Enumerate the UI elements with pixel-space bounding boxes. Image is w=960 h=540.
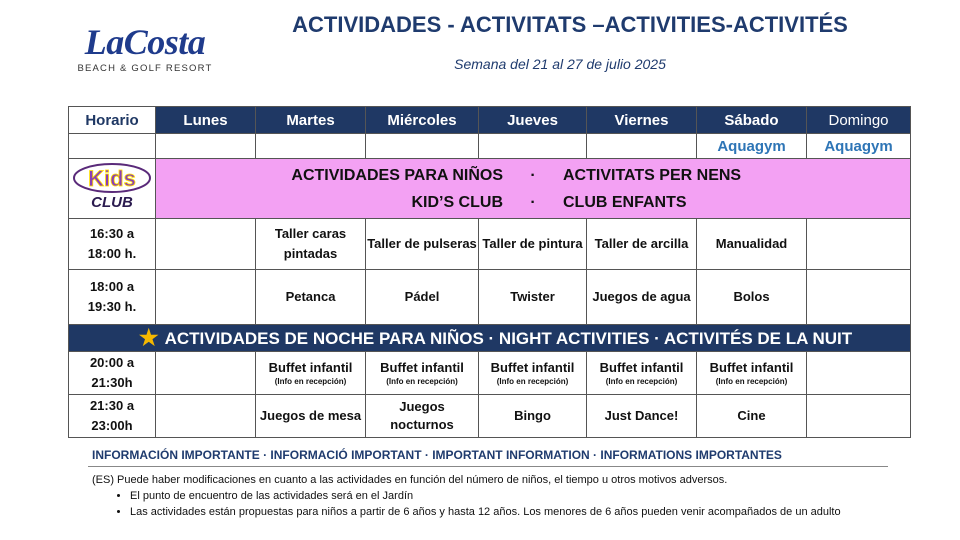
activity-lunes bbox=[156, 352, 256, 395]
activity-martes: Juegos de mesa bbox=[256, 395, 366, 438]
activity-sabado: Bolos bbox=[697, 270, 807, 325]
list-item: • El punto de encuentro de las actividades será en el Jardín bbox=[130, 488, 892, 504]
band-ca: ACTIVITATS PER NENS bbox=[563, 166, 742, 184]
activity-miercoles: Juegos nocturnos bbox=[366, 395, 479, 438]
activity-miercoles: Pádel bbox=[366, 270, 479, 325]
header-miercoles: Miércoles bbox=[366, 107, 479, 134]
kids-logo-bottom: CLUB bbox=[91, 194, 133, 211]
info-divider bbox=[88, 466, 888, 467]
aquagym-cell-martes bbox=[256, 134, 366, 159]
header-jueves: Jueves bbox=[479, 107, 587, 134]
info-note: (Info en recepción) bbox=[386, 377, 458, 386]
activity-domingo bbox=[807, 219, 911, 270]
activity-jueves: Twister bbox=[479, 270, 587, 325]
info-intro: (ES) Puede haber modificaciones en cuanto a las actividades en función del número de niños, el tiempo u otros motivos adversos. bbox=[92, 474, 728, 486]
band-es: ACTIVIDADES PARA NIÑOS bbox=[291, 166, 503, 184]
brand-logo bbox=[60, 24, 230, 74]
activity-domingo bbox=[807, 270, 911, 325]
info-note: (Info en recepción) bbox=[274, 377, 347, 386]
table-row bbox=[69, 352, 911, 395]
activity-lunes bbox=[156, 395, 256, 438]
activity-miercoles: Taller de pulseras bbox=[366, 219, 479, 270]
kids-club-icon bbox=[70, 160, 154, 212]
activity-martes: Buffet infantil (Info en recepción) bbox=[256, 352, 366, 395]
info-body bbox=[92, 472, 892, 520]
info-note: (Info en recepción) bbox=[715, 377, 788, 386]
activity-jueves: Buffet infantil (Info en recepción) bbox=[479, 352, 587, 395]
header-horario: Horario bbox=[69, 107, 156, 134]
info-list bbox=[92, 488, 892, 520]
header-lunes: Lunes bbox=[156, 107, 256, 134]
aquagym-sabado: Aquagym bbox=[697, 134, 807, 159]
activity-martes: Petanca bbox=[256, 270, 366, 325]
brand-tagline: BEACH & GOLF RESORT bbox=[77, 63, 213, 74]
band-separator: · bbox=[530, 193, 536, 211]
kids-club-row bbox=[69, 159, 911, 219]
aquagym-cell-lunes bbox=[156, 134, 256, 159]
table-row bbox=[69, 270, 911, 325]
info-note: (Info en recepción) bbox=[605, 377, 678, 386]
band-en: KID’S CLUB bbox=[411, 193, 503, 211]
kids-club-logo bbox=[69, 159, 156, 219]
activity-lunes bbox=[156, 270, 256, 325]
list-item: • Las actividades están propuestas para niños a partir de 6 años y hasta 12 años. Los menores de 6 años pueden venir acompañados de un adulto bbox=[130, 504, 892, 520]
night-banner-row bbox=[69, 325, 911, 352]
header-row bbox=[69, 107, 911, 134]
header-sabado: Sábado bbox=[697, 107, 807, 134]
activity-martes: Taller caras pintadas bbox=[256, 219, 366, 270]
header-viernes: Viernes bbox=[587, 107, 697, 134]
info-note: (Info en recepción) bbox=[496, 377, 569, 386]
band-separator: · bbox=[530, 166, 536, 184]
time-cell: 20:00 a 21:30h bbox=[69, 352, 156, 395]
star-icon: ★ bbox=[138, 325, 159, 350]
activity-lunes bbox=[156, 219, 256, 270]
activity-sabado: Manualidad bbox=[697, 219, 807, 270]
activity-viernes: Taller de arcilla bbox=[587, 219, 697, 270]
aquagym-domingo: Aquagym bbox=[807, 134, 911, 159]
activity-jueves: Taller de pintura bbox=[479, 219, 587, 270]
header-martes: Martes bbox=[256, 107, 366, 134]
kids-activities-band bbox=[156, 159, 911, 219]
table-row bbox=[69, 395, 911, 438]
activity-viernes: Just Dance! bbox=[587, 395, 697, 438]
time-cell: 18:00 a 19:30 h. bbox=[69, 270, 156, 325]
aquagym-cell-miercoles bbox=[366, 134, 479, 159]
activity-jueves: Bingo bbox=[479, 395, 587, 438]
activity-domingo bbox=[807, 395, 911, 438]
week-subtitle: Semana del 21 al 27 de julio 2025 bbox=[454, 56, 666, 72]
band-line-2 bbox=[156, 189, 910, 216]
activity-viernes: Buffet infantil (Info en recepción) bbox=[587, 352, 697, 395]
activity-sabado: Buffet infantil (Info en recepción) bbox=[697, 352, 807, 395]
night-banner-text: ACTIVIDADES DE NOCHE PARA NIÑOS · NIGHT ACTIVITIES · ACTIVITÉS DE LA NUIT bbox=[164, 329, 853, 348]
header-domingo: Domingo bbox=[807, 107, 911, 134]
schedule-table bbox=[68, 106, 911, 438]
band-line-1 bbox=[156, 162, 910, 189]
aquagym-cell-horario bbox=[69, 134, 156, 159]
aquagym-cell-viernes bbox=[587, 134, 697, 159]
activity-domingo bbox=[807, 352, 911, 395]
activity-sabado: Cine bbox=[697, 395, 807, 438]
night-banner bbox=[69, 325, 911, 352]
aquagym-row bbox=[69, 134, 911, 159]
time-cell: 21:30 a 23:00h bbox=[69, 395, 156, 438]
kids-logo-top: Kids bbox=[88, 166, 136, 191]
band-fr: CLUB ENFANTS bbox=[563, 193, 687, 211]
time-cell: 16:30 a 18:00 h. bbox=[69, 219, 156, 270]
activity-miercoles: Buffet infantil (Info en recepción) bbox=[366, 352, 479, 395]
info-heading: INFORMACIÓN IMPORTANTE · INFORMACIÓ IMPORTANT · IMPORTANT INFORMATION · INFORMATIONS IMPORTANTES bbox=[92, 448, 782, 462]
brand-name: LaCosta bbox=[84, 22, 206, 62]
aquagym-cell-jueves bbox=[479, 134, 587, 159]
activity-viernes: Juegos de agua bbox=[587, 270, 697, 325]
table-row bbox=[69, 219, 911, 270]
page-title: ACTIVIDADES - ACTIVITATS –ACTIVITIES-ACTIVITÉS bbox=[292, 12, 848, 37]
